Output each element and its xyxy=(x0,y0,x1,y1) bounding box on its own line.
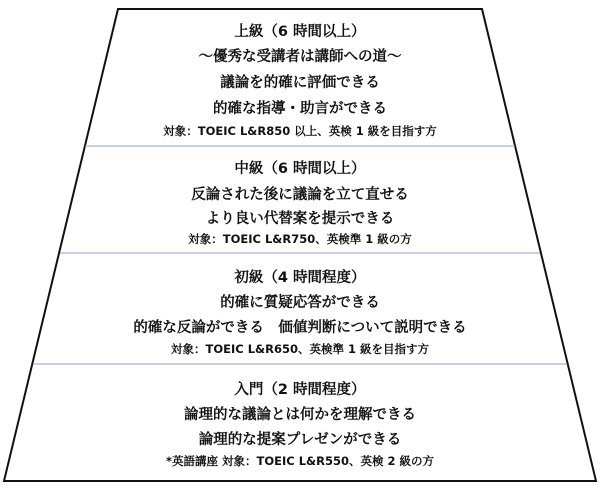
tier-line: 反論された後に議論を立て直せる xyxy=(191,187,409,203)
tier-line: 論理的な議論とは何かを理解できる xyxy=(184,407,416,423)
tier-title: 入門（2 時間程度） xyxy=(234,382,366,398)
tier-line: 的確な反論ができる 価値判断について説明できる xyxy=(133,320,467,336)
tier-title: 上級（6 時間以上） xyxy=(234,24,366,40)
tier-title: 中級（6 時間以上） xyxy=(234,161,366,177)
tier-target: 対象：TOEIC L&R650、英検準 1 級を目指す方 xyxy=(171,342,429,356)
tier-line: より良い代替案を提示できる xyxy=(205,211,395,227)
tier-target: 対象：TOEIC L&R750、英検準 1 級の方 xyxy=(188,232,412,246)
tier-target: 対象：TOEIC L&R850 以上、英検 1 級を目指す方 xyxy=(163,124,437,138)
tier-line: 論理的な提案プレゼンができる xyxy=(198,432,402,448)
tier-line: 議論を的確に評価できる xyxy=(220,75,380,91)
tier-line: 的確な指導・助言ができる xyxy=(213,101,387,117)
tier-title: 初級（4 時間程度） xyxy=(234,270,366,286)
tier-line: 的確に質疑応答ができる xyxy=(220,295,380,311)
tier-target: *英語講座 対象：TOEIC L&R550、英検 2 級の方 xyxy=(166,454,434,468)
tier-line: 〜優秀な受講者は講師への道〜 xyxy=(198,49,402,65)
